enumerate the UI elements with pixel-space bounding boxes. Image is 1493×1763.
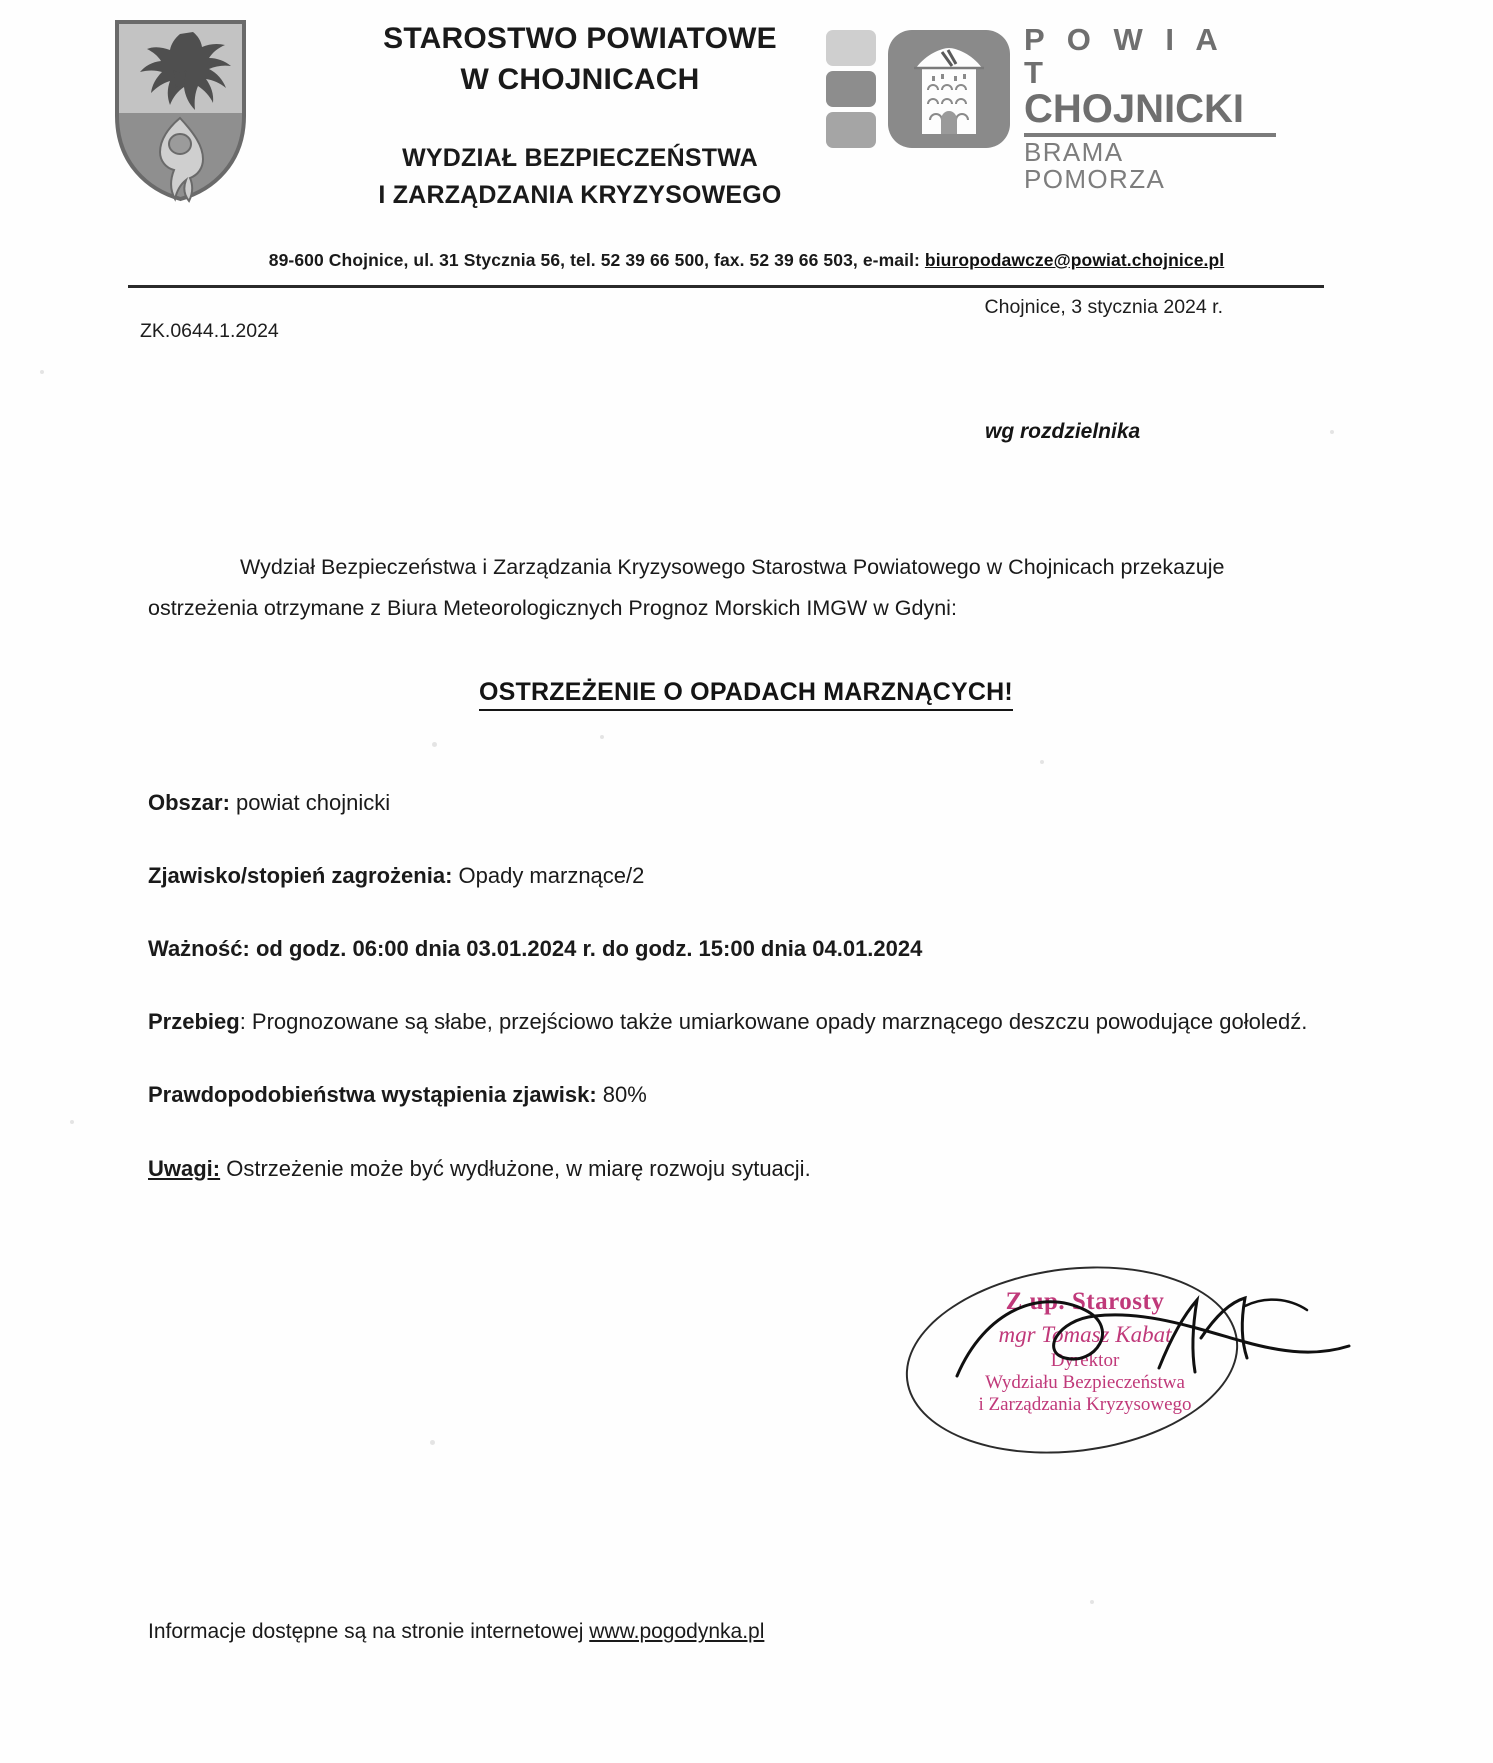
scan-speck [430,1440,435,1445]
scan-speck [1090,1600,1094,1604]
warning-field [148,931,1344,966]
org-line-2: W CHOJNICACH [460,63,700,97]
document-header [0,0,1493,240]
warning-field [148,1004,1344,1039]
scan-speck [432,742,437,747]
reference-number: ZK.0644.1.2024 [140,320,279,342]
footer-note [148,1620,764,1644]
stamp-line-3: Dyrektor [1050,1350,1120,1371]
warning-title: OSTRZEŻENIE O OPADACH MARZNĄCYCH! [479,678,1013,711]
warning-title-wrap [148,678,1344,711]
warning-field-label: Uwagi: [148,1155,221,1181]
contact-address-text: 89-600 Chojnice, ul. 31 Stycznia 56, tel. 52 39 66 500, fax. 52 39 66 503, e-mail: [268,250,925,270]
contact-email-link[interactable]: biuropodawcze@powiat.chojnice.pl [924,250,1225,270]
stamp-line-1: Z up. Starosty [1005,1288,1165,1315]
signature-block [905,1250,1375,1480]
organization-name [300,18,860,101]
footer-text: Informacje dostępne są na stronie internetowej [148,1620,590,1643]
warning-field-label: Prawdopodobieństwa wystąpienia zjawisk: [148,1082,597,1108]
logo-tagline: BRAMA POMORZA [1024,136,1166,195]
scan-speck [1330,430,1334,434]
warning-field-label: Zjawisko/stopień zagrożenia: [148,862,453,888]
warning-field-value: od godz. 06:00 dnia 03.01.2024 r. do godz. 15:00 dnia 04.01.2024 [249,936,923,962]
warning-field [148,1077,1344,1112]
warning-field-value: Opady marznące/2 [452,862,645,888]
warning-field-label: Obszar: [148,789,230,815]
powiat-chojnicki-logo [826,16,1256,195]
logo-wordmark [1024,24,1259,193]
warning-fields [148,785,1344,1186]
dept-line-2: I ZARZĄDZANIA KRYZYSOWEGO [378,181,782,209]
coat-of-arms-icon [113,18,248,203]
warning-field-value: powiat chojnicki [229,789,391,815]
official-stamp [935,1288,1235,1416]
intro-paragraph-line-1: Wydział Bezpieczeństwa i Zarządzania Kryzysowego Starostwa Powiatowego w Chojnicach przekazuje [240,555,1225,579]
warning-field-label: Przebieg [148,1009,240,1035]
stamp-line-4: Wydziału Bezpieczeństwa [985,1372,1185,1393]
department-name [300,140,860,214]
header-divider [128,285,1324,288]
logo-bars-icon [826,30,876,148]
logo-line-powiat: P O W I A T [1024,22,1224,90]
warning-field [148,1151,1344,1186]
org-line-1: STAROSTWO POWIATOWE [383,22,777,55]
stamp-line-2: mgr Tomasz Kabat [998,1322,1172,1347]
warning-field-value: : Prognozowane są słabe, przejściowo także umiarkowane opady marznącego deszczu powodujące gołoledź. [239,1009,1308,1035]
warning-field-value: 80% [596,1082,647,1108]
scan-speck [1040,760,1044,764]
scan-speck [40,370,44,374]
dept-line-1: WYDZIAŁ BEZPIECZEŃSTWA [402,144,758,172]
addressee: wg rozdzielnika [985,420,1141,443]
warning-field-label: Ważność: [148,936,250,962]
scan-speck [70,1120,74,1124]
warning-field [148,858,1344,893]
scan-speck [600,735,604,739]
intro-paragraph-line-2: ostrzeżenia otrzymane z Biura Meteorologicznych Prognoz Morskich IMGW w Gdyni: [148,595,957,620]
castle-tower-icon [888,30,1010,148]
stamp-line-5: i Zarządzania Kryzysowego [978,1394,1192,1415]
warning-field-value: Ostrzeżenie może być wydłużone, w miarę rozwoju sytuacji. [220,1155,811,1181]
pogodynka-link[interactable]: www.pogodynka.pl [589,1620,765,1643]
logo-line-chojnicki: CHOJNICKI [1024,87,1245,132]
warning-field [148,785,1344,820]
place-and-date: Chojnice, 3 stycznia 2024 r. [984,296,1223,318]
contact-line [0,250,1493,271]
document-body [148,550,1344,1224]
